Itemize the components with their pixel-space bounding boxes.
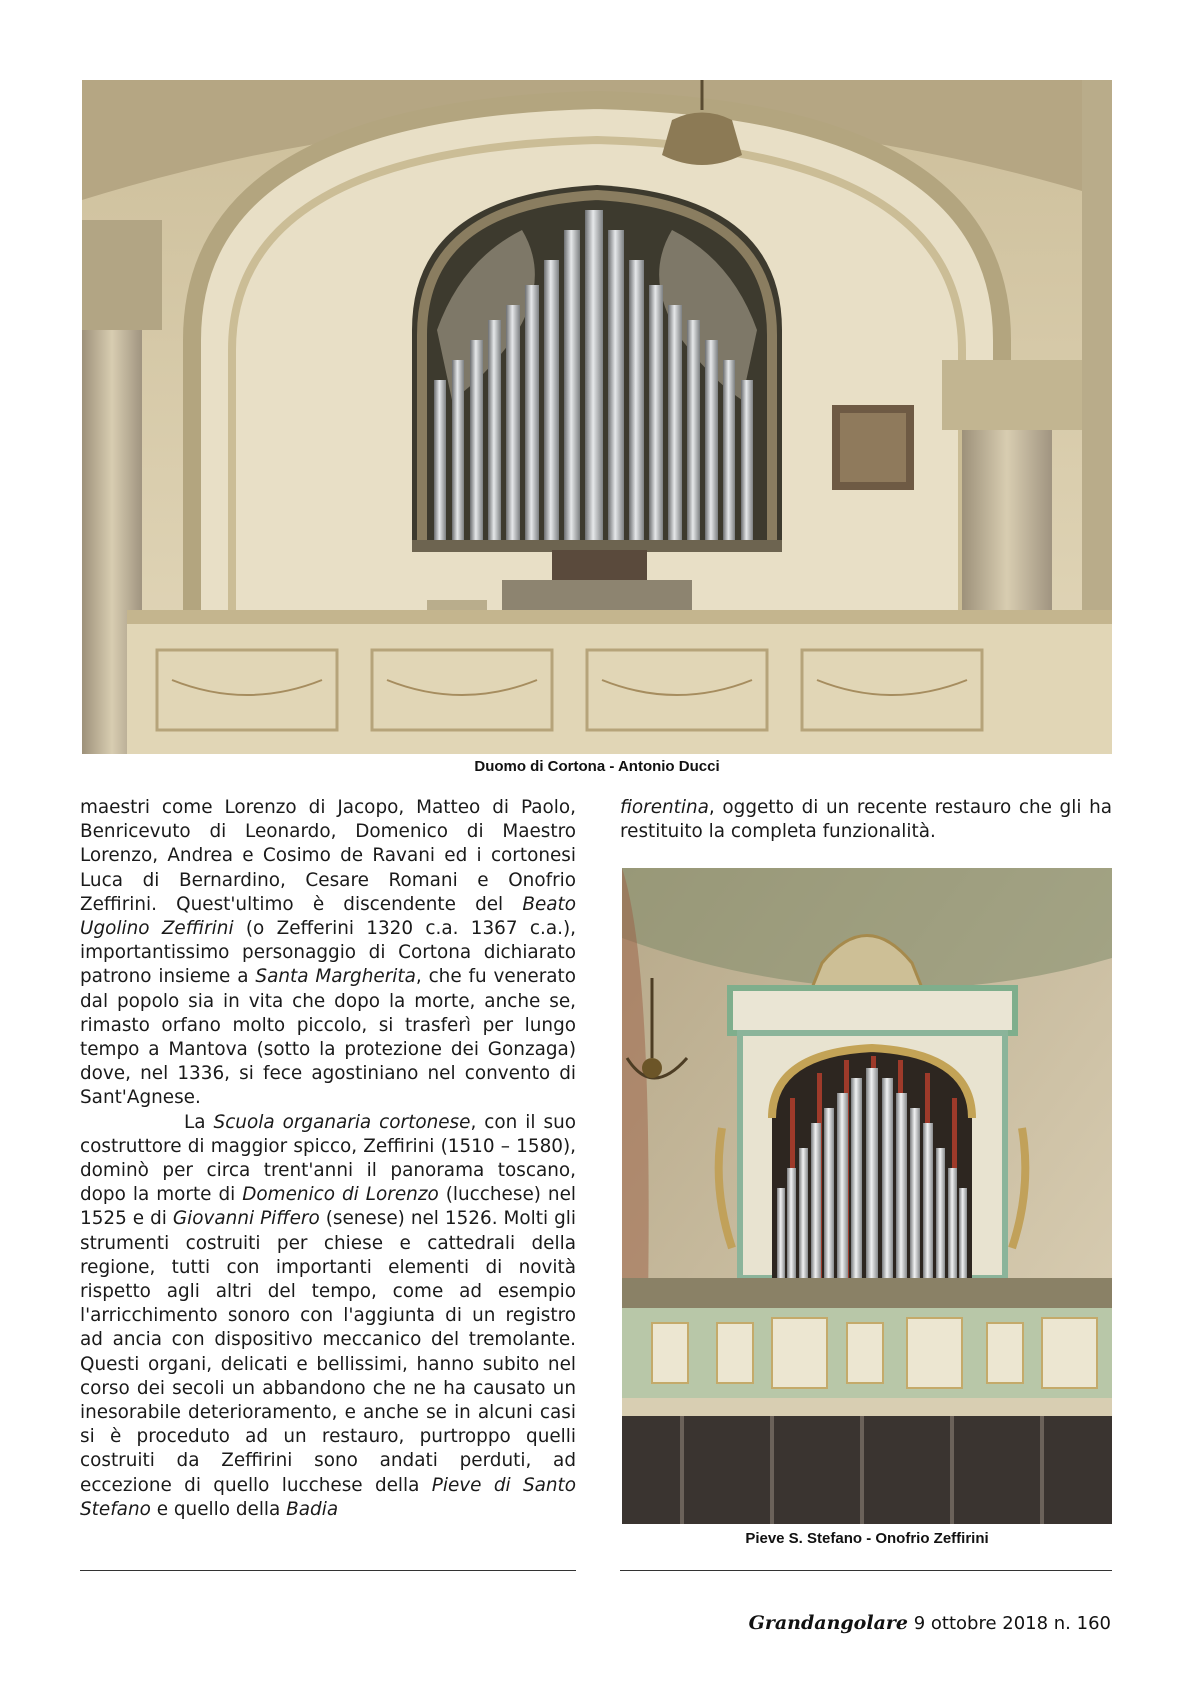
right-paragraph-1 [620, 796, 1112, 844]
top-organ-photo [82, 80, 1112, 754]
text-run: (lucchese) nel 1525 e di [80, 1184, 576, 1230]
italic-text: fiorentina [620, 797, 709, 818]
bottom-figure-caption: Pieve S. Stefano - Onofrio Zeffirini [745, 1530, 989, 1547]
text-run: , oggetto di un recente restauro che gli ha restituito la completa funzionalità. [620, 797, 1112, 843]
italic-text: Scuola organaria cortonese [213, 1111, 471, 1133]
footer-issue: 9 ottobre 2018 n. 160 [907, 1613, 1111, 1634]
text-run: , con il suo costruttore di maggior spicco, Zeffirini (1510 – 1580), dominò per circa trent'anni il panorama toscano, dopo la morte di [80, 1111, 576, 1206]
left-paragraph-2 [80, 1111, 576, 1522]
top-figure-caption: Duomo di Cortona - Antonio Ducci [474, 758, 720, 775]
church-organ-photo-icon [622, 868, 1112, 1524]
italic-text: Pieve di Santo Stefano [80, 1474, 576, 1520]
italic-text: Giovanni Piffero [172, 1208, 320, 1230]
text-run: (o Zefferini 1320 c.a. 1367 c.a.), importantissimo personaggio di Cortona dichiarato patrono insieme a [80, 918, 576, 988]
bottom-organ-photo [622, 868, 1112, 1524]
page-footer [749, 1612, 1111, 1634]
italic-text: Beato Ugolino Zeffirini [80, 893, 576, 940]
church-organ-photo-icon [82, 80, 1112, 754]
right-text-column [620, 796, 1112, 848]
italic-text: Domenico di Lorenzo [242, 1184, 439, 1206]
text-run: maestri come Lorenzo di Jacopo, Matteo di Paolo, Benricevuto di Leonardo, Domenico di Maestro Lorenzo, Andrea e Cosimo de Ravani ed i cortonesi Luca di Bernardino, Cesare Romani e Onofrio Zeffirini. Quest'ultimo è discendente del [80, 797, 576, 915]
left-column-bottom-rule [80, 1570, 576, 1571]
text-run: La [184, 1111, 214, 1133]
footer-rule [620, 1570, 1112, 1571]
left-text-column [80, 796, 576, 1567]
text-run: e quello della [150, 1498, 287, 1520]
italic-text: Badia [286, 1498, 339, 1520]
italic-text: Santa Margherita [255, 966, 416, 988]
text-run: (senese) nel 1526. Molti gli strumenti costruiti per chiese e cattedrali della regione, tutti con importanti elementi di novità rispetto agli altri del tempo, come ad esempio l'arricchimento sonoro con l'aggiunta di un registro ad ancia con dispositivo meccanico del tremolante. Questi organi, delicati e bellissimi, hanno subito nel corso dei secoli un abbandono che ne ha causato un inesorabile deterioramento, e anche se in alcuni casi si è proceduto ad un restauro, purtroppo quelli costruiti da Zeffirini sono andati perduti, ad eccezione di quello lucchese della [80, 1208, 576, 1496]
text-run: , che fu venerato dal popolo sia in vita che dopo la morte, anche se, rimasto orfano molto piccolo, si trasferì per lungo tempo a Mantova (sotto la protezione dei Gonzaga) dove, nel 1336, si fece agostiniano nel convento di Sant'Agnese. [80, 966, 576, 1109]
footer-brand: Grandangolare [748, 1612, 908, 1634]
left-paragraph-1 [80, 796, 576, 1111]
